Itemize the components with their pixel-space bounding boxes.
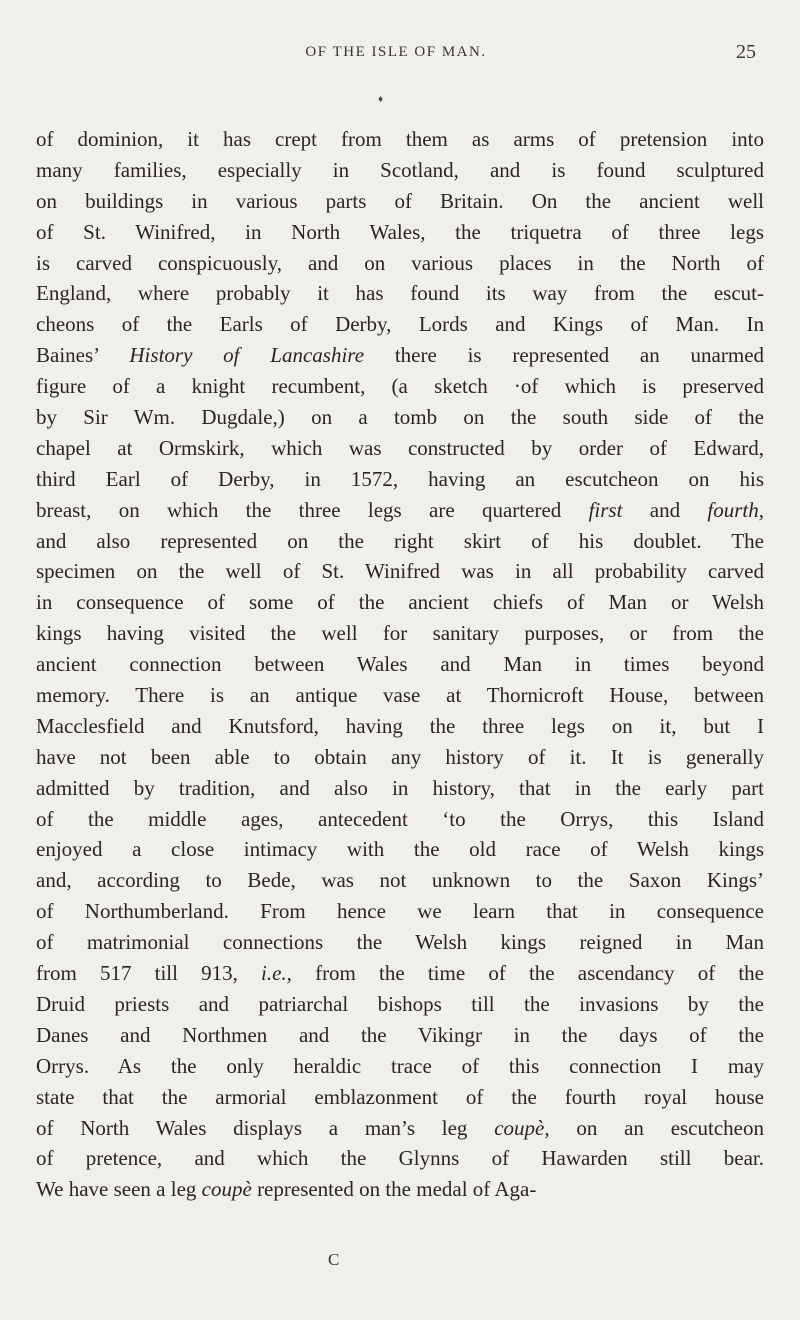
italic-text: coupè	[201, 1177, 252, 1202]
running-head	[36, 41, 756, 74]
text-line: and, according to Bede, was not unknown to the Saxon Kings’	[36, 868, 764, 893]
text-line: in consequence of some of the ancient chiefs of Man or Welsh	[36, 590, 764, 615]
text-line: by Sir Wm. Dugdale,) on a tomb on the south side of the	[36, 405, 764, 430]
text-line: Macclesfield and Knutsford, having the three legs on it, but I	[36, 713, 764, 738]
running-title: OF THE ISLE OF MAN.	[305, 44, 487, 60]
text-line: from 517 till 913, i.e., from the time of the ascendancy of the	[36, 961, 764, 986]
italic-text: fourth,	[707, 497, 764, 522]
text-line: have not been able to obtain any history of it. It is generally	[36, 744, 764, 769]
text-line: on buildings in various parts of Britain. On the ancient well	[36, 188, 764, 213]
text-line: cheons of the Earls of Derby, Lords and Kings of Man. In	[36, 312, 764, 337]
text-line: specimen on the well of St. Winifred was in all probability carved	[36, 559, 764, 584]
text-line: is carved conspicuously, and on various places in the North of	[36, 250, 764, 275]
italic-text: coupè,	[494, 1115, 550, 1140]
text-line: England, where probably it has found its way from the escut-	[36, 281, 764, 306]
text-line: kings having visited the well for sanitary purposes, or from the	[36, 621, 764, 646]
text-line: figure of a knight recumbent, (a sketch ·of which is preserved	[36, 374, 764, 399]
italic-text: History of Lancashire	[129, 343, 365, 368]
text-line: admitted by tradition, and also in history, that in the early part	[36, 775, 764, 800]
text-line: of North Wales displays a man’s leg coupè, on an escutcheon	[36, 1115, 764, 1140]
page-number: 25	[736, 41, 756, 63]
text-line: We have seen a leg coupè represented on the medal of Aga-	[36, 1177, 537, 1202]
ornament-mark: ♦	[378, 94, 384, 105]
text-line: enjoyed a close intimacy with the old race of Welsh kings	[36, 837, 764, 862]
text-line: breast, on which the three legs are quartered first and fourth,	[36, 497, 764, 522]
text-line: Danes and Northmen and the Vikingr in the days of the	[36, 1022, 764, 1047]
text-line: Orrys. As the only heraldic trace of this connection I may	[36, 1053, 764, 1078]
text-line: of St. Winifred, in North Wales, the triquetra of three legs	[36, 219, 764, 244]
text-line: Baines’ History of Lancashire there is represented an unarmed	[36, 343, 765, 368]
signature-mark: C	[328, 1250, 340, 1269]
italic-text: first	[588, 497, 623, 522]
text-line: of Northumberland. From hence we learn that in consequence	[36, 899, 764, 924]
text-line: of the middle ages, antecedent ‘to the Orrys, this Island	[36, 806, 764, 831]
body-paragraph	[36, 124, 764, 1205]
text-line: chapel at Ormskirk, which was constructed by order of Edward,	[36, 435, 764, 460]
text-line: memory. There is an antique vase at Thornicroft House, between	[36, 683, 764, 708]
text-line: state that the armorial emblazonment of the fourth royal house	[36, 1084, 764, 1109]
text-line: and also represented on the right skirt of his doublet. The	[36, 528, 764, 553]
text-line: Druid priests and patriarchal bishops till the invasions by the	[36, 991, 764, 1016]
italic-text: i.e.,	[261, 961, 292, 986]
text-line: of matrimonial connections the Welsh kings reigned in Man	[36, 930, 764, 955]
text-line: many families, especially in Scotland, and is found sculptured	[36, 157, 764, 182]
text-line: ancient connection between Wales and Man in times beyond	[36, 652, 764, 677]
text-line: third Earl of Derby, in 1572, having an escutcheon on his	[36, 466, 764, 491]
text-line: of dominion, it has crept from them as arms of pretension into	[36, 127, 764, 151]
text-line: of pretence, and which the Glynns of Hawarden still bear.	[36, 1146, 764, 1171]
